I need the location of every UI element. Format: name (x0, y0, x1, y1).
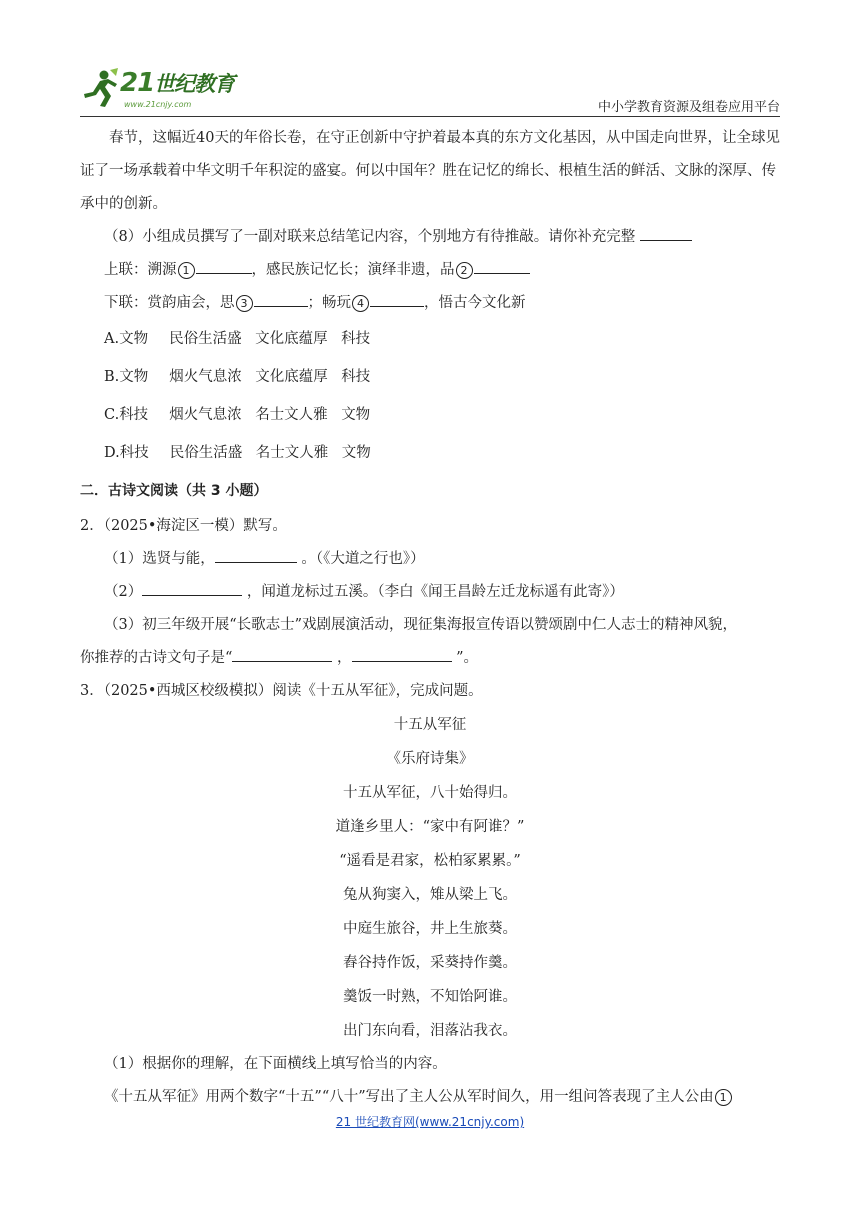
logo (80, 66, 250, 114)
circled-number: 3 (236, 295, 253, 312)
q2-item-3-cont: 你推荐的古诗文句子是“ ， ”。 (80, 642, 780, 675)
blank-2[interactable] (474, 259, 530, 274)
q8-stem: （8）小组成员撰写了一副对联来总结笔记内容，个别地方有待推敲。请你补充完整 (80, 221, 780, 254)
blank-q2-2[interactable] (142, 581, 242, 596)
footer-link[interactable]: 21 世纪教育网(www.21cnjy.com) (335, 1115, 525, 1129)
poem-source: 《乐府诗集》 (386, 751, 474, 767)
platform-title: 中小学教育资源及组卷应用平台 (597, 100, 780, 115)
section-heading: 二．古诗文阅读（共 3 小题） (80, 483, 268, 499)
poem-line: 十五从军征，八十始得归。 (343, 785, 517, 801)
runner-logo-icon (80, 68, 120, 108)
blank-4[interactable] (370, 292, 424, 307)
option-c[interactable]: C.科技 烟火气息浓 名士文人雅 文物 (104, 407, 371, 423)
header-rule (80, 116, 780, 117)
poem-line: 舂谷持作饭，采葵持作羹。 (343, 955, 517, 971)
document-body (80, 122, 780, 1114)
couplet-lower: 下联：赏韵庙会，思 3 ；畅玩 4 ，悟古今文化新 (80, 287, 780, 320)
poem-line: 兔从狗窦入，雉从梁上飞。 (343, 887, 517, 903)
couplet-upper: 上联：溯源 1 ，感民族记忆长；演绎非遗，品 2 (80, 254, 780, 287)
option-d[interactable]: D.科技 民俗生活盛 名士文人雅 文物 (104, 445, 371, 461)
q3-sub-1-text: 《十五从军征》用两个数字“十五”“八十”写出了主人公从军时间久，用一组问答表现了主人公由 1 (80, 1081, 780, 1114)
q2-stem: 2．（2025•海淀区一模）默写。 (80, 518, 287, 534)
circled-number: 1 (178, 262, 195, 279)
blank-q2-3b[interactable] (352, 647, 452, 662)
circled-number: 1 (715, 1089, 732, 1106)
blank-q2-3a[interactable] (232, 647, 332, 662)
poem-line: 道逢乡里人：“家中有阿谁？” (335, 819, 525, 835)
option-b[interactable]: B.文物 烟火气息浓 文化底蕴厚 科技 (104, 369, 371, 385)
logo-site: www.21cnjy.com (124, 100, 192, 109)
blank-1[interactable] (196, 259, 252, 274)
q2-item-2: （2） ，闻道龙标过五溪。（李白《闻王昌龄左迁龙标遥有此寄》） (80, 576, 780, 609)
blank-3[interactable] (254, 292, 308, 307)
poem-line: 羹饭一时熟，不知饴阿谁。 (343, 989, 517, 1005)
q3-sub-1: （1）根据你的理解，在下面横线上填写恰当的内容。 (104, 1056, 447, 1072)
intro-paragraph: 春节，这幅近40天的年俗长卷，在守正创新中守护着最本真的东方文化基因，从中国走向世界，让全球见证了一场承载着中华文明千年积淀的盛宴。何以中国年？胜在记忆的绵长、根植生活的鲜活、文脉的深厚、传承中的创新。 (80, 130, 780, 212)
option-a[interactable]: A.文物 民俗生活盛 文化底蕴厚 科技 (104, 331, 371, 347)
poem (80, 708, 780, 1048)
poem-line: “遥看是君家，松柏冢累累。” (339, 853, 521, 869)
q2-item-1: （1）选贤与能， 。（《大道之行也》） (80, 543, 780, 576)
q3-stem: 3．（2025•西城区校级模拟）阅读《十五从军征》，完成问题。 (80, 683, 483, 699)
circled-number: 2 (456, 262, 473, 279)
q8-answer-blank[interactable] (640, 226, 692, 241)
poem-line: 中庭生旅谷，井上生旅葵。 (343, 921, 517, 937)
poem-line: 出门东向看，泪落沾我衣。 (343, 1023, 517, 1039)
blank-q2-1[interactable] (215, 548, 297, 563)
q2-item-3: （3）初三年级开展“长歌志士”戏剧展演活动，现征集海报宣传语以赞颂剧中仁人志士的精神风貌， (104, 617, 738, 633)
circled-number: 4 (352, 295, 369, 312)
page-header (80, 66, 780, 116)
logo-brand: 21世纪教育 (120, 68, 235, 98)
poem-title: 十五从军征 (393, 717, 467, 733)
